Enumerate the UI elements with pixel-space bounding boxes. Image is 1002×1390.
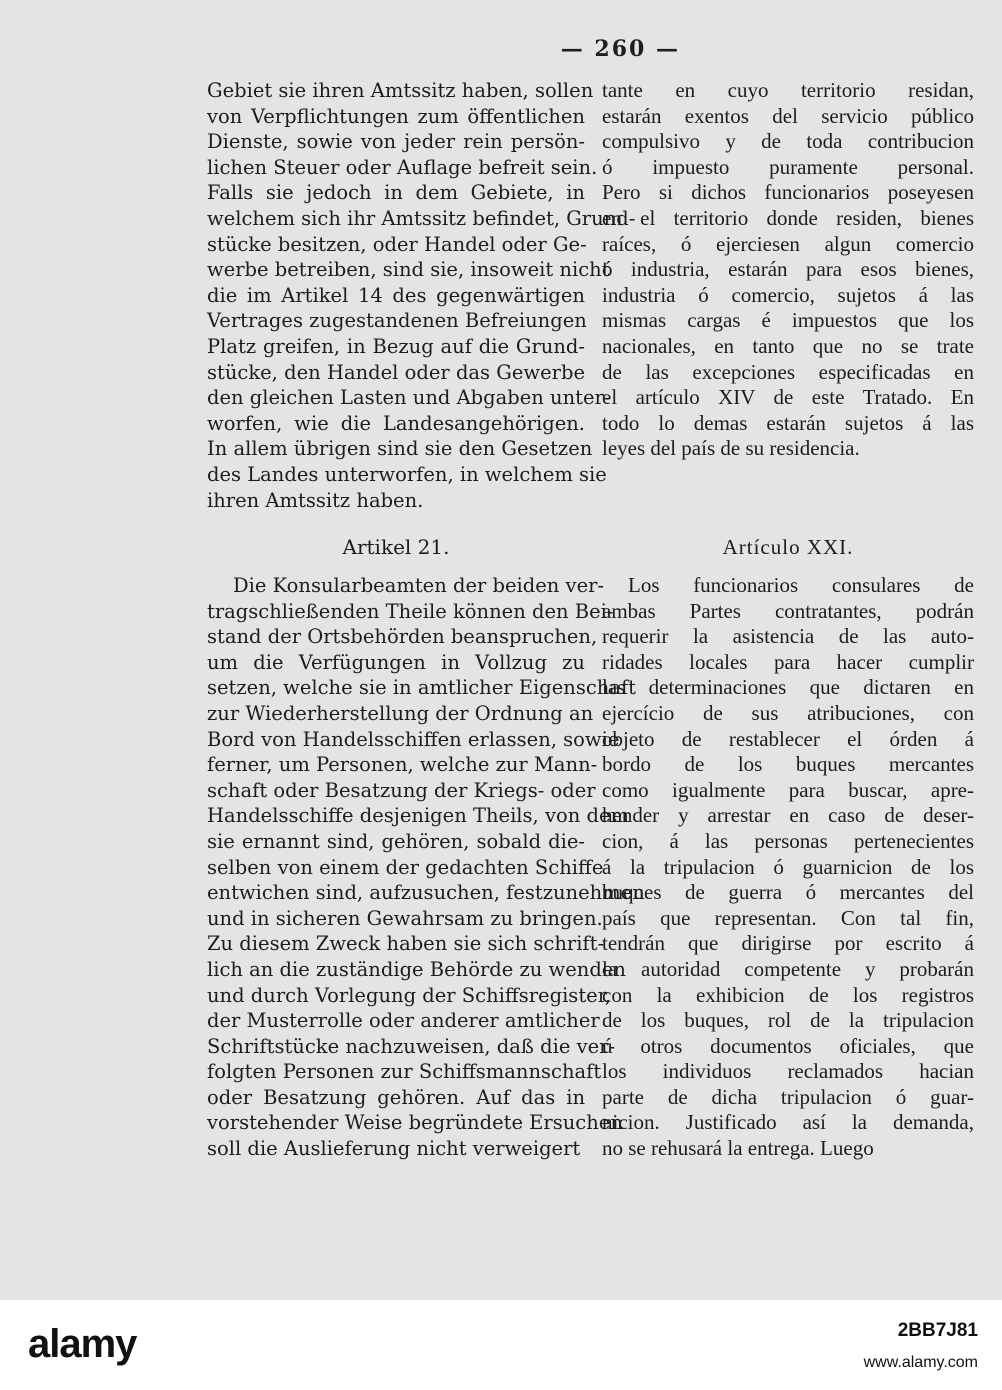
text-line: die im Artikel 14 des gegenwärtigen (207, 283, 585, 307)
spanish-article-body (602, 573, 974, 1162)
text-line: den gleichen Lasten und Abgaben unter- (207, 386, 611, 410)
text-line: tragschließenden Theile können den Bei- (207, 599, 614, 623)
text-line: leyes del país de su residencia. (602, 436, 860, 461)
text-line: von Verpflichtungen zum öffentlichen (207, 104, 585, 128)
text-line: tendrán que dirigirse por escrito á (602, 931, 974, 956)
text-line: de las excepciones especificadas en (602, 359, 974, 384)
text-line: nicion. Justificado así la demanda, (602, 1110, 974, 1135)
text-line: ferner, um Personen, welche zur Mann- (207, 753, 598, 777)
text-line: um die Verfügungen in Vollzug zu (207, 650, 585, 674)
text-line: vorstehender Weise begründete Ersuchen (207, 1111, 623, 1135)
text-line: no se rehusará la entrega. Luego (602, 1136, 874, 1161)
text-line: las determinaciones que dictaren en (602, 675, 974, 700)
text-line: de los buques, rol de la tripulacion (602, 1008, 974, 1033)
text-line: el artículo XIV de este Tratado. En (602, 385, 974, 410)
text-line: á la tripulacion ó guarnicion de los (602, 854, 974, 879)
text-line: werbe betreiben, sind sie, insoweit nicht (207, 258, 610, 282)
german-column-top (207, 78, 636, 513)
text-line: todo lo demas estarán sujetos á las (602, 410, 974, 435)
text-line: ihren Amtssitz haben. (207, 488, 424, 512)
text-line: In allem übrigen sind sie den Gesetzen (207, 437, 593, 461)
german-article-heading: Artikel 21. (342, 535, 450, 559)
text-line: objeto de restablecer el órden á (602, 726, 974, 751)
text-line: schaft oder Besatzung der Kriegs- oder (207, 778, 596, 802)
text-line: worfen, wie die Landesangehörigen. (207, 411, 585, 435)
text-line: lich an die zuständige Behörde zu wenden (207, 957, 626, 981)
text-line: ejercício de sus atribuciones, con (602, 700, 974, 725)
spanish-column-top (602, 78, 974, 462)
text-line: setzen, welche sie in amtlicher Eigenschaft (207, 676, 636, 700)
text-line: entwichen sind, aufzusuchen, festzunehmen (207, 881, 645, 905)
text-line: nacionales, en tanto que no se trate (602, 333, 974, 358)
text-line: raíces, ó ejerciesen algun comercio (602, 231, 974, 256)
spanish-article-heading: Artículo XXI. (722, 535, 854, 559)
text-line: und durch Vorlegung der Schiffsregister, (207, 983, 612, 1007)
text-line: mismas cargas é impuestos que los (602, 308, 974, 333)
text-line: parte de dicha tripulacion ó guar- (602, 1084, 974, 1109)
text-line: oder Besatzung gehören. Auf das in (207, 1085, 585, 1109)
text-line: buques de guerra ó mercantes del (602, 880, 974, 905)
text-line: ridades locales para hacer cumplir (602, 649, 974, 674)
text-line: soll die Auslieferung nicht verweigert (207, 1137, 581, 1161)
german-article-body (207, 573, 645, 1162)
text-line: compulsivo y de toda contribucion (602, 129, 974, 154)
text-line: Gebiet sie ihren Amtssitz haben, sollen (207, 79, 594, 102)
text-line: ó impuesto puramente personal. (602, 154, 974, 179)
text-line: ambas Partes contratantes, podrán (602, 598, 974, 623)
text-line: país que representan. Con tal fin, (602, 905, 974, 930)
text-line: hender y arrestar en caso de deser- (602, 803, 974, 828)
watermark-footer (0, 1300, 1002, 1390)
text-line: Handelsschiffe desjenigen Theils, von dem (207, 804, 629, 828)
image-id: 2BB7J81 (897, 1320, 978, 1341)
text-line: der Musterrolle oder anderer amtlicher (207, 1009, 600, 1033)
text-line: folgten Personen zur Schiffsmannschaft (207, 1060, 602, 1084)
text-line: bordo de los buques mercantes (602, 752, 974, 777)
text-line: ó industria, estarán para esos bienes, (602, 257, 974, 282)
alamy-logo: alamy (28, 1322, 137, 1366)
text-line: stücke besitzen, oder Handel oder Ge- (207, 232, 587, 256)
text-line: Zu diesem Zweck haben sie sich schrift- (207, 932, 605, 956)
text-line: Dienste, sowie von jeder rein persön- (207, 130, 585, 154)
text-line: Pero si dichos funcionarios poseyesen (602, 180, 974, 205)
text-line: Falls sie jedoch in dem Gebiete, in (207, 181, 585, 205)
text-line: con la exhibicion de los registros (602, 982, 974, 1007)
text-line: sie ernannt sind, gehören, sobald die- (207, 829, 585, 853)
text-line: la autoridad competente y probarán (602, 956, 974, 981)
text-line: los individuos reclamados hacian (602, 1059, 974, 1084)
text-line: Platz greifen, in Bezug auf die Grund- (207, 334, 585, 358)
text-line: und in sicheren Gewahrsam zu bringen. (207, 906, 603, 930)
text-line: Die Konsularbeamten der beiden ver- (233, 574, 605, 597)
text-line: como igualmente para buscar, apre- (602, 777, 974, 802)
text-line: stücke, den Handel oder das Gewerbe (207, 360, 585, 384)
text-line: requerir la asistencia de las auto- (602, 624, 974, 649)
page-number: — 260 — (560, 36, 680, 62)
text-line: Los funcionarios consulares de (628, 573, 974, 597)
text-line: Bord von Handelsschiffen erlassen, sowie (207, 727, 620, 751)
text-line: cion, á las personas pertenecientes (602, 828, 974, 853)
site-url: www.alamy.com (863, 1354, 978, 1371)
text-line: lichen Steuer oder Auflage befreit sein. (207, 155, 598, 179)
text-line: estarán exentos del servicio público (602, 103, 974, 128)
text-line: en el territorio donde residen, bienes (602, 205, 974, 230)
text-line: ú otros documentos oficiales, que (602, 1033, 974, 1058)
text-line: zur Wiederherstellung der Ordnung an (207, 701, 594, 725)
text-line: des Landes unterworfen, in welchem sie (207, 462, 607, 486)
text-line: welchem sich ihr Amtssitz befindet, Grund- (207, 206, 636, 230)
text-line: Vertrages zugestandenen Befreiungen (207, 309, 587, 333)
text-line: Schriftstücke nachzuweisen, daß die ver- (207, 1034, 616, 1058)
text-line: tante en cuyo territorio residan, (602, 78, 974, 102)
text-line: industria ó comercio, sujetos á las (602, 282, 974, 307)
text-line: stand der Ortsbehörden beanspruchen, (207, 625, 598, 649)
text-line: selben von einem der gedachten Schiffe (207, 855, 604, 879)
